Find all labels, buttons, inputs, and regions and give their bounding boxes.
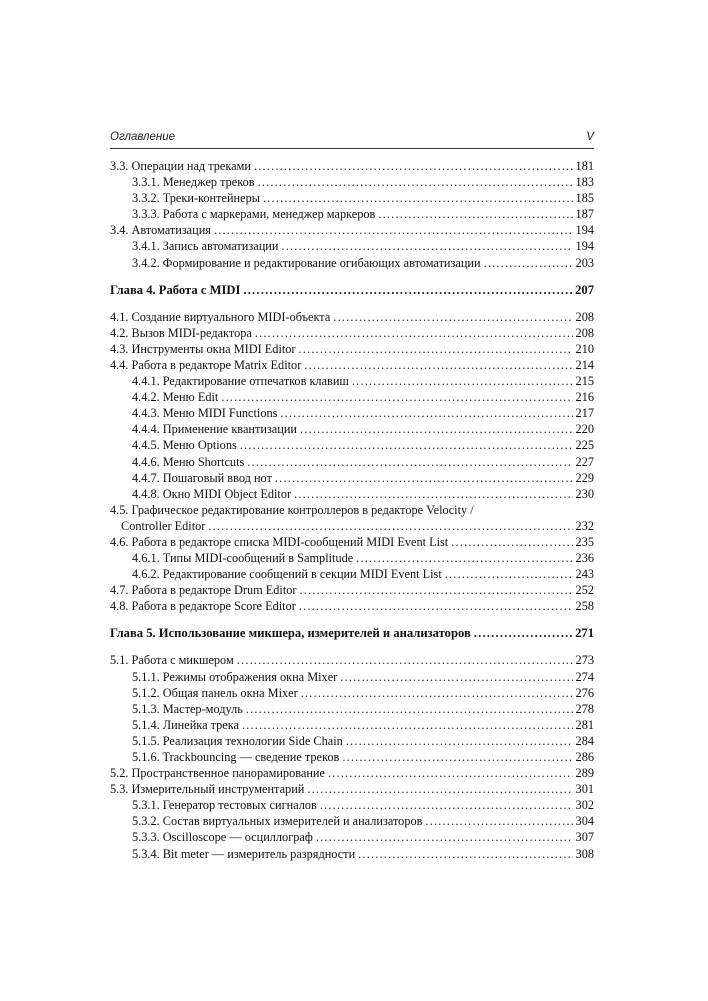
- toc-entry[interactable]: [110, 325, 594, 341]
- toc-entry-page: 235: [575, 534, 594, 549]
- toc-entry-page: 230: [575, 486, 594, 501]
- toc-leader: [378, 206, 572, 222]
- toc-entry-title: 3.3.2. Треки-контейнеры: [132, 191, 260, 206]
- toc-leader: [356, 550, 572, 566]
- toc-leader: [333, 309, 572, 325]
- toc-leader: [300, 421, 573, 437]
- toc-entry-page: 216: [575, 390, 594, 405]
- toc-entry-title: 5.1.5. Реализация технологии Side Chain: [132, 733, 343, 748]
- toc-leader: [275, 470, 573, 486]
- toc-entry-page: 217: [575, 406, 594, 421]
- toc-entry[interactable]: [110, 701, 594, 717]
- toc-leader: [294, 486, 572, 502]
- toc-leader: [246, 701, 573, 717]
- toc-entry-page: 208: [575, 309, 594, 324]
- toc-leader: [316, 829, 573, 845]
- toc-leader: [221, 389, 572, 405]
- toc-entry-page: 214: [575, 357, 594, 372]
- toc-entry-title: 4.2. Вызов MIDI-редактора: [110, 325, 252, 340]
- toc-entry-page: 208: [575, 325, 594, 340]
- toc-entry-title: 4.4.2. Меню Edit: [132, 390, 219, 405]
- toc-entry-page: 203: [575, 255, 594, 270]
- toc-entry-title: 3.4.2. Формирование и редактирование огибающих автоматизации: [132, 255, 481, 270]
- toc-entry-title: 4.6.2. Редактирование сообщений в секции MIDI Event List: [132, 567, 442, 582]
- toc-entry-title: 4.3. Инструменты окна MIDI Editor: [110, 341, 296, 356]
- toc-entry-title: 4.4. Работа в редакторе Matrix Editor: [110, 357, 302, 372]
- toc-chapter-page: 207: [575, 282, 594, 297]
- toc-entry[interactable]: [110, 357, 594, 373]
- toc-entry[interactable]: [110, 454, 594, 470]
- toc-chapter-title: Глава 5. Использование микшера, измерителей и анализаторов: [110, 626, 471, 641]
- toc-entry-title: Controller Editor: [121, 518, 206, 533]
- toc-entry-continuation[interactable]: [110, 518, 594, 534]
- toc-leader: [299, 598, 573, 614]
- toc-entry-page: 243: [575, 567, 594, 582]
- toc-leader: [340, 669, 572, 685]
- toc-entry[interactable]: [110, 669, 594, 685]
- toc-entry-title: 4.4.5. Меню Options: [132, 438, 237, 453]
- toc-entry[interactable]: [110, 582, 594, 598]
- toc-leader: [240, 437, 573, 453]
- toc-leader: [451, 534, 572, 550]
- toc-entry-title: 3.4.1. Запись автоматизации: [132, 239, 279, 254]
- toc-entry-title: 4.4.1. Редактирование отпечатков клавиш: [132, 374, 349, 389]
- toc-leader: [258, 174, 573, 190]
- toc-leader: [242, 717, 573, 733]
- toc-entry-page: 304: [575, 814, 594, 829]
- toc-leader: [358, 846, 572, 862]
- toc-entry-page: 194: [575, 223, 594, 238]
- toc-entry-title: 4.1. Создание виртуального MIDI-объекта: [110, 309, 331, 324]
- toc-entry-title: 5.3. Измерительный инструментарий: [110, 782, 305, 797]
- toc-leader: [484, 255, 573, 271]
- toc-chapter-title: Глава 4. Работа с MIDI: [110, 282, 241, 297]
- toc-leader: [304, 357, 572, 373]
- toc-entry[interactable]: [110, 373, 594, 389]
- toc-entry-title: 4.4.8. Окно MIDI Object Editor: [132, 486, 292, 501]
- toc-entry[interactable]: [110, 685, 594, 701]
- spacer: [110, 642, 594, 652]
- toc-entry-title: 4.5. Графическое редактирование контроллеров в редакторе Velocity /: [110, 502, 474, 517]
- toc-entry-title: 5.1.1. Режимы отображения окна Mixer: [132, 669, 338, 684]
- toc-entry[interactable]: [110, 238, 594, 254]
- toc-entry-title: 5.3.2. Состав виртуальных измерителей и анализаторов: [132, 814, 423, 829]
- toc-entry[interactable]: [110, 781, 594, 797]
- toc-leader: [280, 405, 572, 421]
- toc-entry-title: 5.1.3. Мастер-модуль: [132, 701, 243, 716]
- toc-leader: [307, 781, 572, 797]
- toc-entry[interactable]: [110, 158, 594, 174]
- toc-entry[interactable]: [110, 717, 594, 733]
- toc-entry[interactable]: [110, 206, 594, 222]
- toc-leader: [255, 325, 573, 341]
- toc-entry[interactable]: [110, 550, 594, 566]
- toc-chapter[interactable]: [110, 281, 594, 299]
- header-page-number: V: [586, 131, 594, 143]
- toc-leader: [346, 733, 573, 749]
- toc-entry[interactable]: [110, 733, 594, 749]
- toc-entry[interactable]: [110, 174, 594, 190]
- toc-leader: [214, 222, 573, 238]
- toc-entry-page: 183: [575, 175, 594, 190]
- toc-entry[interactable]: [110, 765, 594, 781]
- toc-leader: [352, 373, 573, 389]
- toc-entry-title: 4.4.3. Меню MIDI Functions: [132, 406, 278, 421]
- toc-entry-page: 252: [575, 583, 594, 598]
- toc-entry-page: 302: [575, 798, 594, 813]
- toc-entry-title: 5.1.4. Линейка трека: [132, 717, 239, 732]
- toc-leader: [328, 765, 573, 781]
- toc-entry-title: 4.4.4. Применение квантизации: [132, 422, 297, 437]
- running-header: [110, 131, 594, 143]
- toc-entry-page: 286: [575, 750, 594, 764]
- toc-entry[interactable]: [110, 813, 594, 829]
- toc-entry-page: 281: [575, 717, 594, 732]
- toc-chapter-page: 271: [575, 626, 594, 641]
- toc-entry-page: 225: [575, 438, 594, 453]
- toc-entry-title: 4.6. Работа в редакторе списка MIDI-сообщений MIDI Event List: [110, 534, 449, 549]
- toc-entry-title: 3.3. Операции над треками: [110, 159, 251, 173]
- toc-entry-page: 215: [575, 374, 594, 389]
- toc-entry-page: 278: [575, 701, 594, 716]
- toc-entry[interactable]: [110, 437, 594, 453]
- toc-entry[interactable]: [110, 255, 594, 271]
- toc-entry-page: 236: [575, 551, 594, 566]
- toc-leader: [342, 749, 572, 765]
- toc-leader: [300, 582, 573, 598]
- toc-leader: [263, 190, 573, 206]
- header-title: Оглавление: [110, 131, 175, 143]
- toc-entry-title: 5.3.4. Bit meter — измеритель разрядности: [132, 846, 356, 861]
- toc-entry[interactable]: [110, 534, 594, 550]
- toc-leader: [474, 624, 572, 642]
- toc-leader: [254, 158, 573, 174]
- toc-entry[interactable]: [110, 502, 594, 518]
- toc-entry[interactable]: [110, 486, 594, 502]
- toc-entry-title: 5.1. Работа с микшером: [110, 653, 234, 668]
- toc-entry[interactable]: [110, 846, 594, 862]
- toc-leader: [281, 238, 572, 254]
- toc-entry-title: 5.1.6. Trackbouncing — сведение треков: [132, 750, 340, 764]
- toc-entry-page: 273: [575, 653, 594, 668]
- toc-entry-page: 210: [575, 341, 594, 356]
- toc-entry[interactable]: [110, 749, 594, 765]
- toc-leader: [301, 685, 573, 701]
- toc-entry-page: 308: [575, 846, 594, 861]
- toc-entry-page: 284: [575, 733, 594, 748]
- toc-chapter[interactable]: [110, 624, 594, 642]
- toc-entry[interactable]: [110, 190, 594, 206]
- table-of-contents: [110, 158, 594, 862]
- toc-leader: [445, 566, 573, 582]
- toc-entry-page: 258: [575, 599, 594, 614]
- toc-entry-title: 5.3.1. Генератор тестовых сигналов: [132, 798, 317, 813]
- toc-entry[interactable]: [110, 341, 594, 357]
- toc-entry[interactable]: [110, 222, 594, 238]
- toc-entry[interactable]: [110, 598, 594, 614]
- toc-entry[interactable]: [110, 829, 594, 845]
- toc-entry-title: 4.6.1. Типы MIDI-сообщений в Samplitude: [132, 551, 354, 566]
- toc-entry[interactable]: [110, 421, 594, 437]
- toc-entry-page: 229: [575, 470, 594, 485]
- spacer: [110, 299, 594, 309]
- toc-entry-page: 185: [575, 191, 594, 206]
- toc-entry[interactable]: [110, 797, 594, 813]
- toc-leader: [208, 518, 572, 534]
- toc-entry[interactable]: [110, 566, 594, 582]
- toc-entry-title: 3.4. Автоматизация: [110, 223, 211, 238]
- toc-leader: [237, 652, 573, 668]
- toc-leader: [320, 797, 573, 813]
- toc-entry-title: 5.3.3. Oscilloscope — осциллограф: [132, 830, 313, 845]
- toc-leader: [425, 813, 572, 829]
- toc-entry-title: 4.4.7. Пошаговый ввод нот: [132, 470, 272, 485]
- toc-entry-page: 307: [575, 830, 594, 845]
- toc-entry-title: 3.3.1. Менеджер треков: [132, 175, 255, 190]
- toc-entry-page: 227: [575, 454, 594, 469]
- toc-entry-title: 4.8. Работа в редакторе Score Editor: [110, 599, 296, 614]
- toc-entry-page: 187: [575, 207, 594, 222]
- header-rule: [110, 148, 594, 149]
- toc-entry-page: 232: [575, 518, 594, 533]
- toc-entry[interactable]: [110, 405, 594, 421]
- toc-entry-page: 181: [575, 159, 594, 173]
- toc-entry-page: 301: [575, 782, 594, 797]
- toc-entry[interactable]: [110, 309, 594, 325]
- toc-entry-title: 5.1.2. Общая панель окна Mixer: [132, 685, 298, 700]
- toc-entry-title: 4.7. Работа в редакторе Drum Editor: [110, 583, 297, 598]
- toc-entry-title: 3.3.3. Работа с маркерами, менеджер маркеров: [132, 207, 376, 222]
- toc-entry[interactable]: [110, 389, 594, 405]
- spacer: [110, 614, 594, 624]
- toc-entry-page: 276: [575, 685, 594, 700]
- toc-entry-page: 194: [575, 239, 594, 254]
- toc-entry-page: 289: [575, 766, 594, 781]
- toc-entry[interactable]: [110, 652, 594, 668]
- toc-leader: [299, 341, 573, 357]
- toc-entry-title: 4.4.6. Меню Shortcuts: [132, 454, 245, 469]
- spacer: [110, 271, 594, 281]
- toc-entry-page: 220: [575, 422, 594, 437]
- toc-entry-title: 5.2. Пространственное панорамирование: [110, 766, 325, 781]
- toc-entry[interactable]: [110, 470, 594, 486]
- toc-entry-page: 274: [575, 669, 594, 684]
- toc-leader: [247, 454, 572, 470]
- toc-leader: [243, 281, 572, 299]
